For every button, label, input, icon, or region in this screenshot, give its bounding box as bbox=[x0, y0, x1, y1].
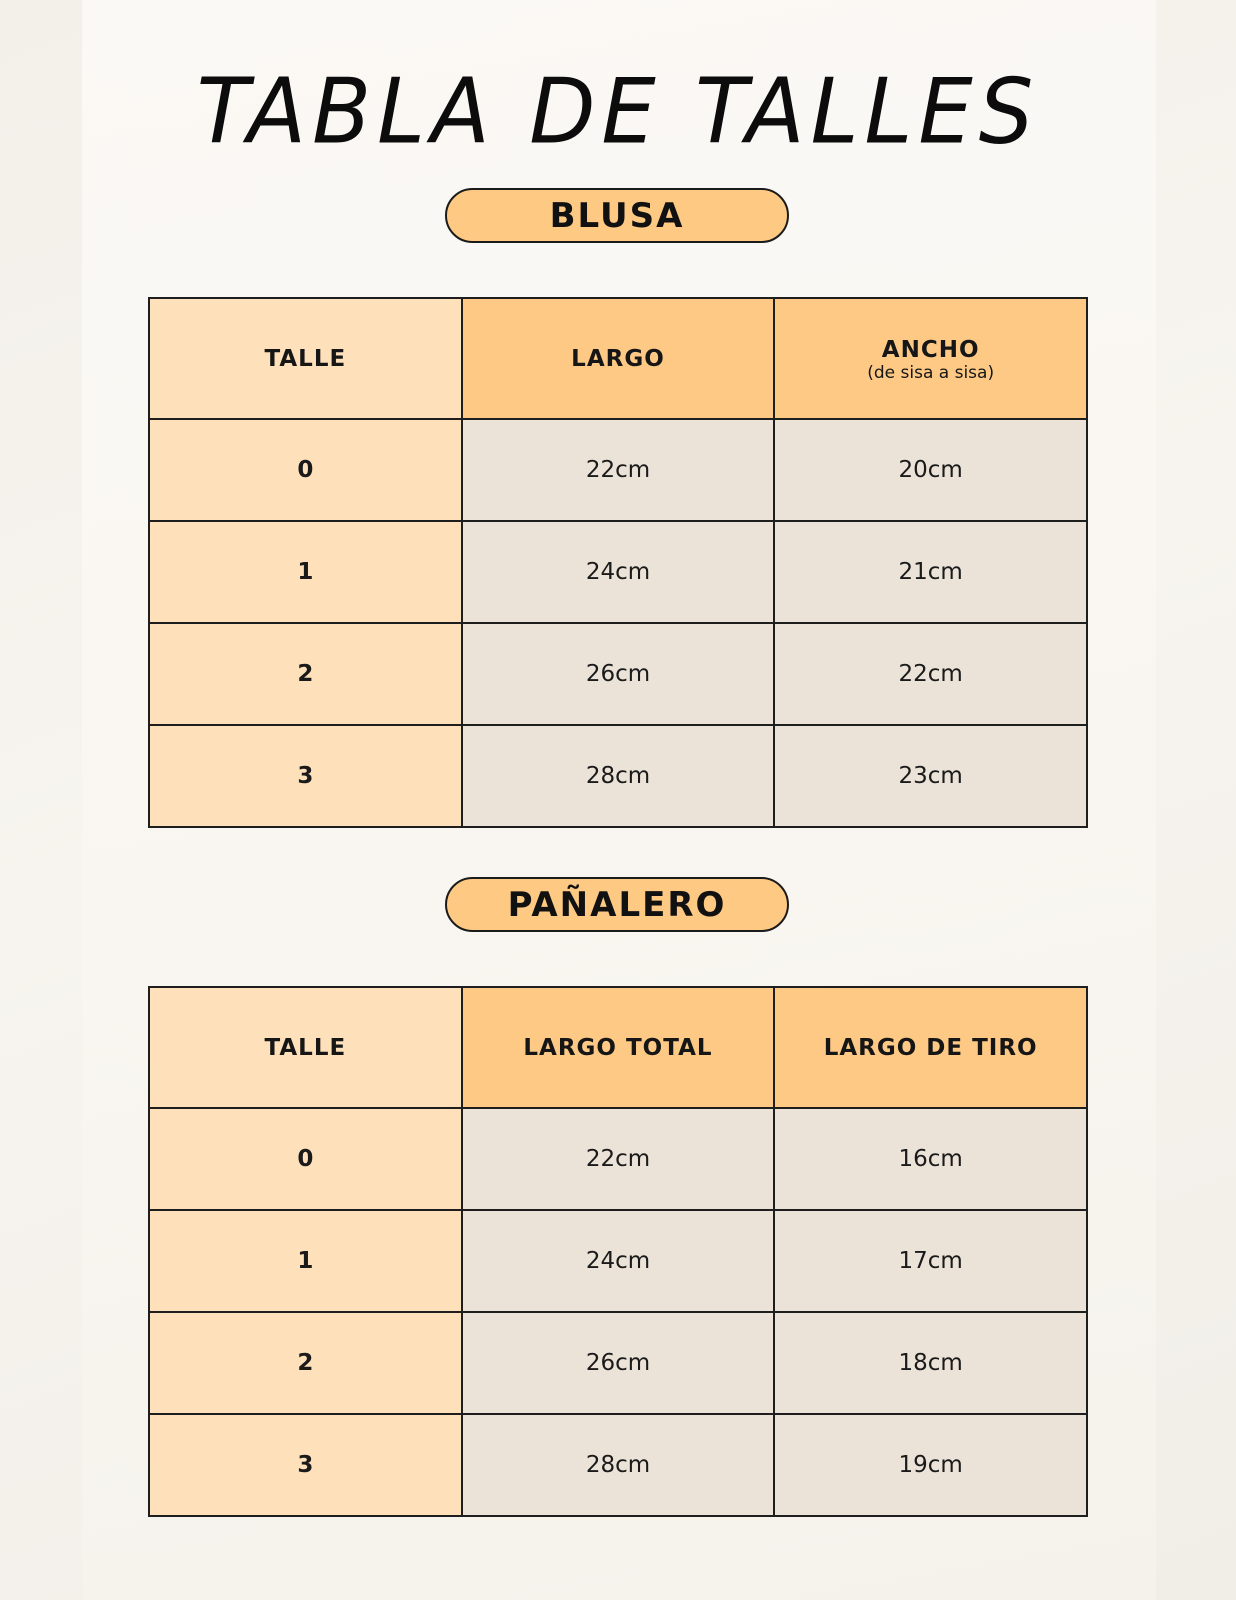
talle-cell: 1 bbox=[149, 1210, 462, 1312]
table-row bbox=[149, 1312, 1087, 1414]
ancho-cell: 21cm bbox=[774, 521, 1087, 623]
largo-tiro-cell: 17cm bbox=[774, 1210, 1087, 1312]
header-talle: TALLE bbox=[149, 987, 462, 1108]
largo-cell: 22cm bbox=[462, 419, 775, 521]
header-talle: TALLE bbox=[149, 298, 462, 419]
header-ancho bbox=[774, 298, 1087, 419]
size-table-panalero bbox=[148, 986, 1088, 1517]
table-row bbox=[149, 1210, 1087, 1312]
ancho-cell: 20cm bbox=[774, 419, 1087, 521]
table-row bbox=[149, 521, 1087, 623]
section-label-blusa: BLUSA bbox=[445, 188, 789, 243]
header-ancho-note: (de sisa a sisa) bbox=[867, 362, 995, 383]
table-header-row bbox=[149, 987, 1087, 1108]
largo-tiro-cell: 19cm bbox=[774, 1414, 1087, 1516]
talle-cell: 2 bbox=[149, 1312, 462, 1414]
largo-tiro-cell: 18cm bbox=[774, 1312, 1087, 1414]
table-row bbox=[149, 1414, 1087, 1516]
table-row bbox=[149, 1108, 1087, 1210]
largo-tiro-cell: 16cm bbox=[774, 1108, 1087, 1210]
header-largo-total: LARGO TOTAL bbox=[462, 987, 775, 1108]
table-row bbox=[149, 419, 1087, 521]
largo-total-cell: 22cm bbox=[462, 1108, 775, 1210]
largo-cell: 28cm bbox=[462, 725, 775, 827]
size-table-blusa bbox=[148, 297, 1088, 828]
talle-cell: 0 bbox=[149, 419, 462, 521]
page-title: TABLA DE TALLES bbox=[196, 59, 1040, 165]
header-largo: LARGO bbox=[462, 298, 775, 419]
ancho-cell: 22cm bbox=[774, 623, 1087, 725]
largo-total-cell: 28cm bbox=[462, 1414, 775, 1516]
table-header-row bbox=[149, 298, 1087, 419]
section-label-panalero: PAÑALERO bbox=[445, 877, 789, 932]
talle-cell: 0 bbox=[149, 1108, 462, 1210]
header-ancho-label: ANCHO bbox=[881, 336, 980, 363]
table-row bbox=[149, 725, 1087, 827]
talle-cell: 1 bbox=[149, 521, 462, 623]
largo-total-cell: 26cm bbox=[462, 1312, 775, 1414]
largo-cell: 24cm bbox=[462, 521, 775, 623]
header-largo-tiro: LARGO DE TIRO bbox=[774, 987, 1087, 1108]
talle-cell: 3 bbox=[149, 725, 462, 827]
ancho-cell: 23cm bbox=[774, 725, 1087, 827]
largo-cell: 26cm bbox=[462, 623, 775, 725]
largo-total-cell: 24cm bbox=[462, 1210, 775, 1312]
talle-cell: 2 bbox=[149, 623, 462, 725]
talle-cell: 3 bbox=[149, 1414, 462, 1516]
table-row bbox=[149, 623, 1087, 725]
